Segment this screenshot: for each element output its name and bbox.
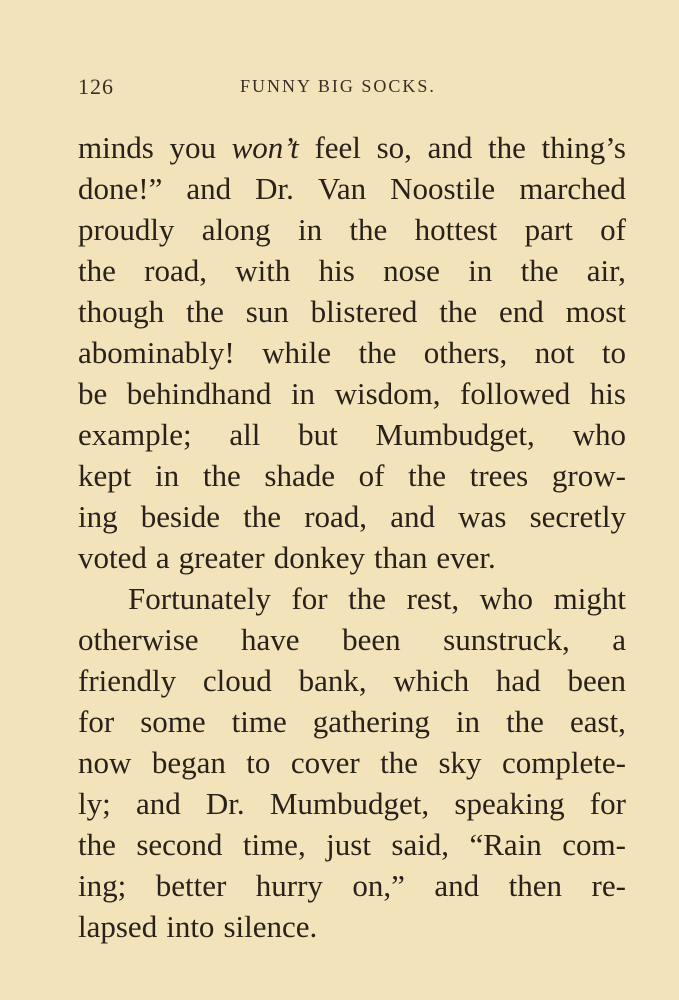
word: beside xyxy=(140,499,220,534)
word: Fortunately xyxy=(128,581,271,616)
word: and xyxy=(390,499,435,534)
word: ing; xyxy=(78,868,127,903)
word: minds xyxy=(78,130,154,165)
word: silence. xyxy=(223,909,318,944)
text-line xyxy=(78,824,626,865)
text-line xyxy=(78,701,626,742)
word: the xyxy=(506,704,544,739)
word: the xyxy=(439,294,478,329)
word: bank, xyxy=(298,663,367,698)
word: end xyxy=(499,294,544,329)
word: lapsed xyxy=(78,909,158,944)
word: to xyxy=(601,335,626,370)
text-line xyxy=(78,660,626,701)
word: time xyxy=(231,704,287,739)
word: done!” xyxy=(78,171,163,206)
word: blistered xyxy=(310,294,418,329)
word: grow- xyxy=(551,458,626,493)
word: into xyxy=(166,909,215,944)
text-line xyxy=(78,496,626,537)
word: wisdom, xyxy=(334,376,441,411)
word: might xyxy=(553,581,626,616)
word: gathering xyxy=(312,704,430,739)
word: proudly xyxy=(78,212,175,247)
word: but xyxy=(298,417,338,452)
word: feel xyxy=(314,130,361,165)
word: sun xyxy=(245,294,289,329)
running-title: FUNNY BIG SOCKS. xyxy=(240,76,436,96)
word: on,” xyxy=(352,868,405,903)
word: not xyxy=(534,335,575,370)
word: east, xyxy=(569,704,626,739)
word: the xyxy=(487,130,526,165)
word: ever. xyxy=(436,540,496,575)
word: be xyxy=(78,376,108,411)
word: so, xyxy=(376,130,412,165)
text-line xyxy=(78,578,626,619)
word: time, xyxy=(242,827,306,862)
word: cover xyxy=(290,745,360,780)
text-line xyxy=(78,127,626,168)
word: most xyxy=(565,294,626,329)
text-line xyxy=(78,619,626,660)
word: hurry xyxy=(255,868,323,903)
word: kept xyxy=(78,458,132,493)
word: with xyxy=(235,253,291,288)
text-line xyxy=(78,250,626,291)
word: Van xyxy=(317,171,367,206)
text-line xyxy=(78,537,626,578)
text-line xyxy=(78,209,626,250)
text-line xyxy=(78,455,626,496)
text-line xyxy=(78,906,626,947)
word: trees xyxy=(469,458,529,493)
word: the xyxy=(520,253,559,288)
word: and xyxy=(434,868,480,903)
word: friendly xyxy=(78,663,177,698)
word: in xyxy=(155,458,180,493)
word: air, xyxy=(586,253,626,288)
page-number: 126 xyxy=(78,74,114,99)
word: and xyxy=(427,130,473,165)
word: Dr. xyxy=(205,786,245,821)
word: his xyxy=(589,376,626,411)
word: others, xyxy=(423,335,508,370)
word: been xyxy=(567,663,626,698)
word: the xyxy=(408,458,447,493)
word: followed xyxy=(460,376,571,411)
body-text xyxy=(78,127,626,947)
word: then xyxy=(508,868,563,903)
word: voted xyxy=(78,540,147,575)
word: greater xyxy=(178,540,265,575)
word: began xyxy=(151,745,226,780)
word: example; xyxy=(78,417,192,452)
text-line xyxy=(78,373,626,414)
word: the xyxy=(243,499,282,534)
word: ly; xyxy=(78,786,111,821)
word: rest, xyxy=(406,581,460,616)
word: shade xyxy=(264,458,335,493)
page-header xyxy=(78,74,626,106)
word: secretly xyxy=(529,499,626,534)
word: just xyxy=(326,827,371,862)
word: speaking xyxy=(454,786,565,821)
word: Noostile xyxy=(390,171,496,206)
word: better xyxy=(155,868,227,903)
word: who xyxy=(479,581,534,616)
word: have xyxy=(241,622,300,657)
word: some xyxy=(140,704,206,739)
word: all xyxy=(229,417,261,452)
word: hottest xyxy=(414,212,498,247)
word: otherwise xyxy=(78,622,199,657)
word: been xyxy=(342,622,401,657)
word: Mumbudget, xyxy=(375,417,535,452)
word: part xyxy=(524,212,573,247)
word: Mumbudget, xyxy=(269,786,430,821)
word: the xyxy=(349,212,388,247)
word: in xyxy=(455,704,481,739)
word: behindhand xyxy=(126,376,272,411)
word: com- xyxy=(562,827,626,862)
word: for xyxy=(589,786,626,821)
word: second xyxy=(136,827,223,862)
word: abominably! xyxy=(78,335,235,370)
word: was xyxy=(458,499,507,534)
word: his xyxy=(318,253,355,288)
text-line xyxy=(78,865,626,906)
word: the xyxy=(202,458,241,493)
word: of xyxy=(358,458,385,493)
word: road, xyxy=(304,499,368,534)
word: though xyxy=(78,294,165,329)
text-line xyxy=(78,742,626,783)
word: to xyxy=(246,745,271,780)
word: while xyxy=(262,335,332,370)
word: ing xyxy=(78,499,118,534)
word: complete- xyxy=(501,745,626,780)
word: and xyxy=(186,171,232,206)
word: the xyxy=(78,253,116,288)
word: cloud xyxy=(202,663,272,698)
word: for xyxy=(291,581,328,616)
word: for xyxy=(78,704,115,739)
text-line xyxy=(78,332,626,373)
word: a xyxy=(612,622,626,657)
word: than xyxy=(373,540,428,575)
word: nose xyxy=(383,253,440,288)
word: in xyxy=(297,212,323,247)
word: the xyxy=(185,294,224,329)
word: the xyxy=(78,827,116,862)
word: and xyxy=(135,786,181,821)
word: of xyxy=(600,212,626,247)
word: the xyxy=(358,335,397,370)
word: “Rain xyxy=(469,827,542,862)
word: who xyxy=(572,417,626,452)
word: Dr. xyxy=(255,171,294,206)
word: had xyxy=(495,663,541,698)
word: you xyxy=(169,130,216,165)
word: marched xyxy=(519,171,626,206)
word: thing’s xyxy=(541,130,626,165)
word: a xyxy=(155,540,170,575)
word: now xyxy=(78,745,132,780)
word: in xyxy=(290,376,316,411)
word: along xyxy=(201,212,271,247)
word: in xyxy=(468,253,493,288)
text-line xyxy=(78,783,626,824)
word: re- xyxy=(591,868,626,903)
word: which xyxy=(393,663,470,698)
text-line xyxy=(78,291,626,332)
word: road, xyxy=(144,253,207,288)
word: the xyxy=(380,745,419,780)
text-line xyxy=(78,168,626,209)
word: sky xyxy=(438,745,482,780)
word: won’t xyxy=(231,130,299,165)
text-line xyxy=(78,414,626,455)
word: the xyxy=(348,581,387,616)
word: sunstruck, xyxy=(443,622,570,657)
word: donkey xyxy=(273,540,365,575)
word: said, xyxy=(391,827,450,862)
